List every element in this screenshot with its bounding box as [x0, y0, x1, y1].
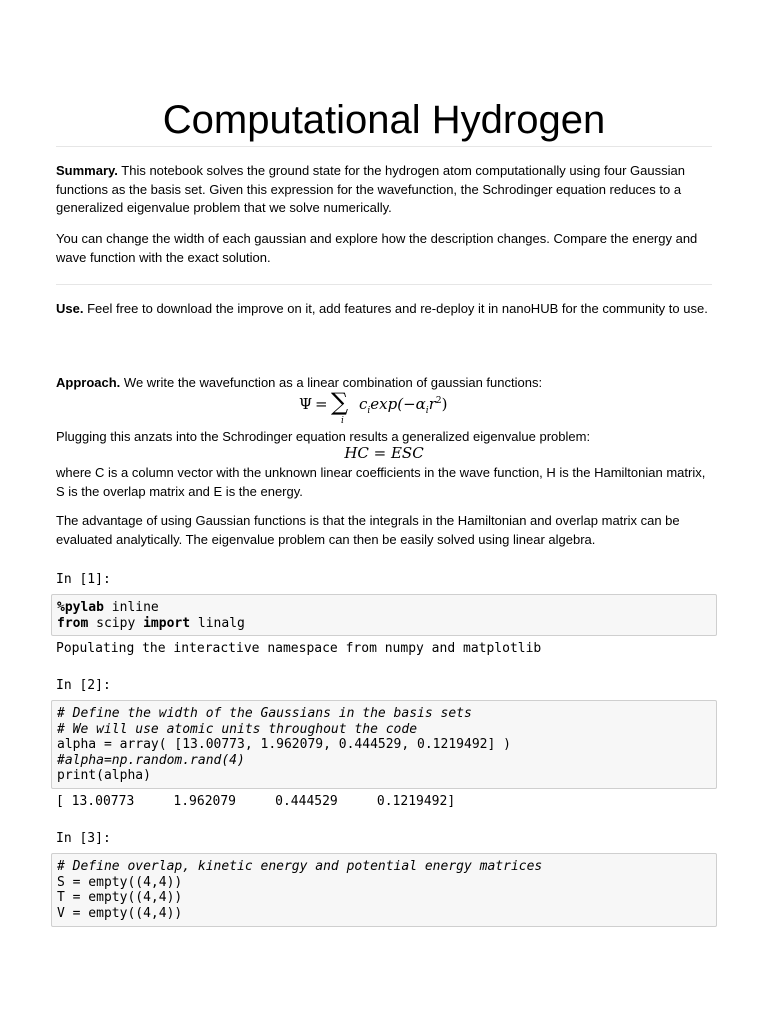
- code-line: V = empty((4,4)): [57, 905, 183, 921]
- use-label: Use.: [56, 301, 84, 316]
- r-term: r: [428, 395, 436, 413]
- code-line: print(alpha): [57, 768, 151, 783]
- alpha-index: i: [425, 406, 429, 416]
- use-paragraph: [56, 300, 712, 319]
- coef-c: c: [359, 395, 368, 413]
- intro-paragraph: You can change the width of each gaussian and explore how the description changes. Compare the energy and wave function with the exact solution.: [56, 231, 698, 265]
- where-paragraph: where C is a column vector with the unknown linear coefficients in the wave function, H is the Hamiltonian matrix, S is the overlap matrix and E is the energy.: [56, 465, 706, 499]
- equals-sign: =: [315, 395, 328, 413]
- coef-index: i: [367, 406, 371, 416]
- summary-paragraph: [56, 162, 712, 218]
- wavefunction-equation: [56, 390, 712, 426]
- cell-3-input[interactable]: [51, 853, 717, 927]
- summary-label: Summary.: [56, 163, 118, 178]
- advantage-paragraph: The advantage of using Gaussian functions is that the integrals in the Hamiltonian and overlap matrix can be evaluated analytically. The eigenvalue problem can then be easily solved using linear algebra.: [56, 513, 680, 547]
- approach-label: Approach.: [56, 375, 121, 390]
- code-line: T = empty((4,4)): [57, 890, 183, 905]
- psi-symbol: Ψ: [299, 395, 313, 413]
- code-line: alpha = array( [13.00773, 1.962079, 0.444529, 0.1219492] ): [57, 737, 511, 752]
- r-power: 2: [435, 396, 442, 406]
- code-line: [57, 616, 711, 632]
- plugging-paragraph: Plugging this anzats into the Schrodinger equation results a generalized eigenvalue problem:: [56, 429, 591, 444]
- code-text: scipy: [88, 615, 144, 631]
- page-title: Computational Hydrogen: [162, 98, 606, 142]
- code-keyword: from: [57, 615, 89, 631]
- code-text: linalg: [190, 615, 245, 631]
- code-text: inline: [103, 600, 159, 615]
- code-line: S = empty((4,4)): [57, 874, 183, 890]
- approach-text: We write the wavefunction as a linear combination of gaussian functions:: [120, 375, 543, 390]
- code-comment: # We will use atomic units throughout the code: [57, 721, 418, 737]
- exp-term: exp(−α: [370, 395, 426, 413]
- code-comment: #alpha=np.random.rand(4): [57, 752, 245, 768]
- cell-3-prompt: In [3]:: [56, 831, 111, 846]
- use-text: Feel free to download the improve on it, add features and re-deploy it in nanoHUB for the community to use.: [83, 301, 708, 316]
- sum-symbol: ∑: [331, 388, 349, 416]
- cell-2-input[interactable]: [51, 700, 717, 789]
- cell-1-prompt: In [1]:: [56, 572, 111, 587]
- code-comment: # Define overlap, kinetic energy and potential energy matrices: [57, 859, 543, 874]
- section-divider: [56, 284, 712, 285]
- cell-1-output: Populating the interactive namespace from numpy and matplotlib: [56, 641, 542, 656]
- cell-1-input[interactable]: [51, 594, 717, 636]
- summary-text: This notebook solves the ground state for the hydrogen atom computationally using four Gaussian functions as the basis set. Given this expression for the wavefunction, the Schrodinger equation reduces to a generalized eigenvalue problem that we solve numerically.: [56, 163, 685, 215]
- code-comment: # Define the width of the Gaussians in the basis sets: [57, 706, 472, 721]
- code-keyword: import: [143, 615, 191, 631]
- cell-2-output: [ 13.00773 1.962079 0.444529 0.1219492]: [56, 794, 456, 809]
- wavefunction-term: [359, 395, 447, 416]
- eigenvalue-equation: HC = ESC: [344, 444, 424, 462]
- code-keyword: %pylab: [57, 600, 104, 615]
- cell-2-prompt: In [2]:: [56, 678, 111, 693]
- code-line: [57, 600, 711, 616]
- title-divider: [56, 146, 712, 147]
- sum-index: i: [341, 416, 344, 426]
- close-paren: ): [441, 395, 448, 413]
